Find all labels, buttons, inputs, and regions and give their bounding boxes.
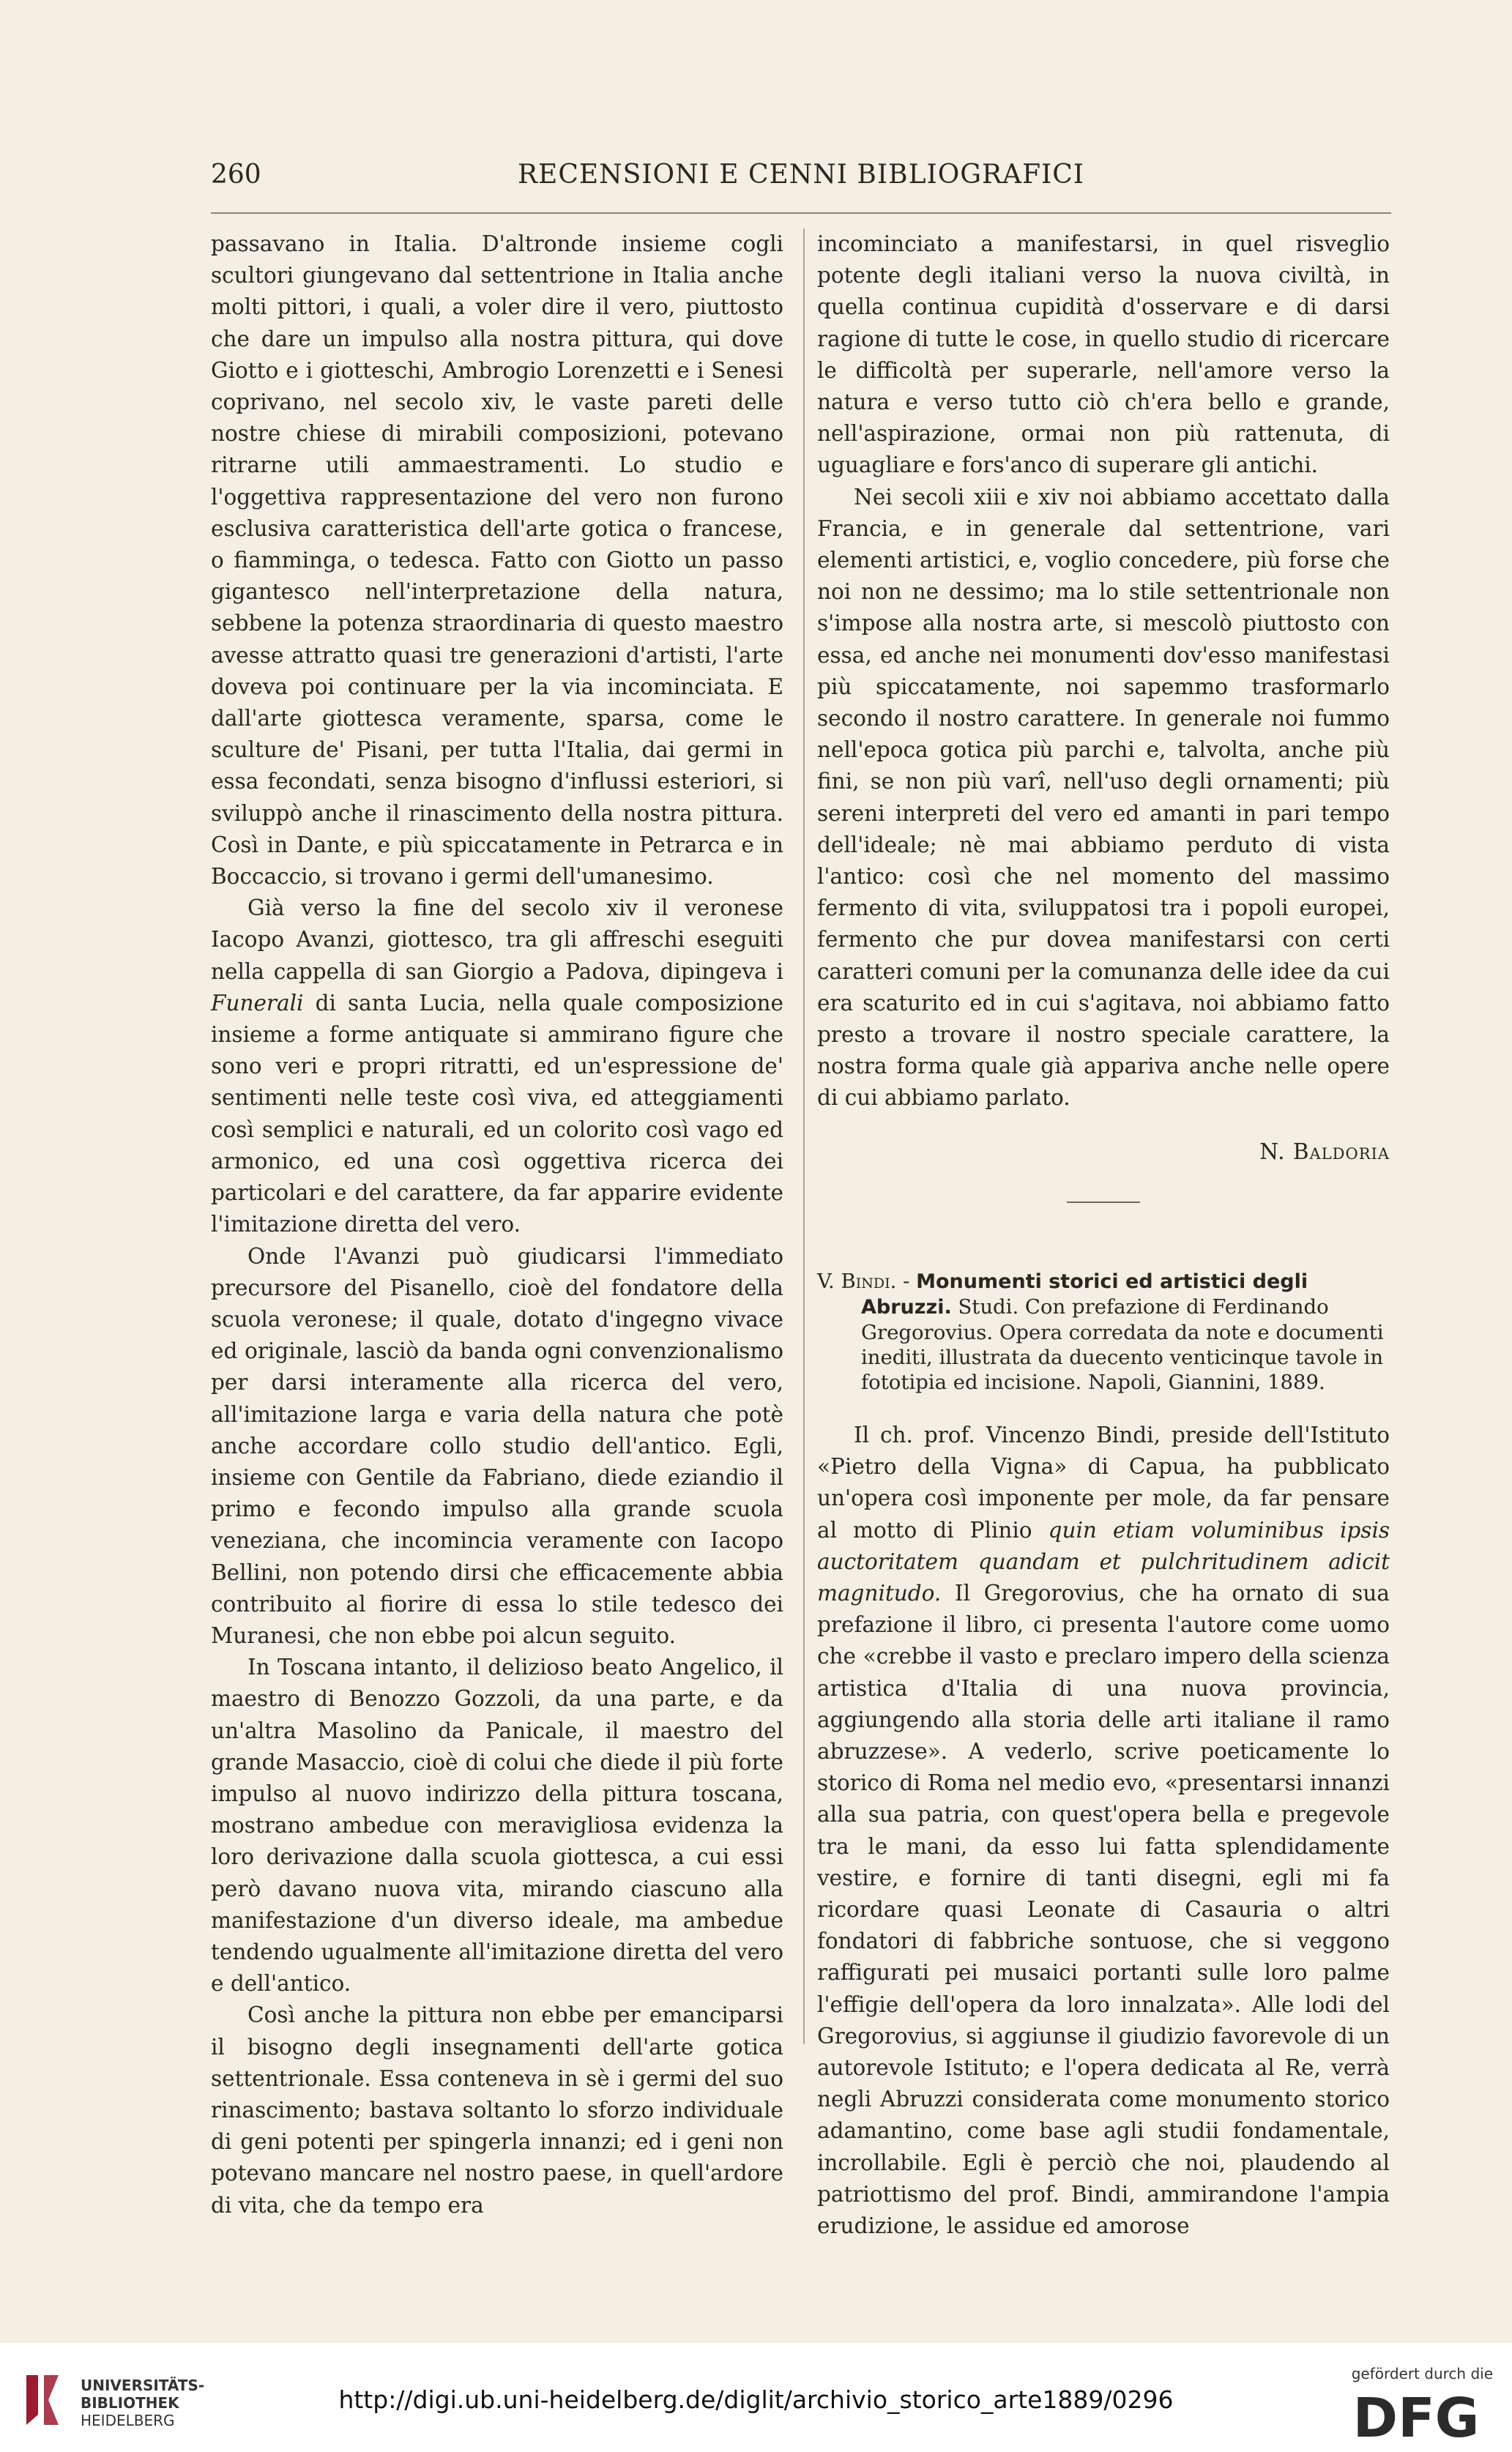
header-rule — [211, 212, 1391, 214]
right-column — [817, 228, 1390, 2242]
column-divider — [803, 228, 805, 2044]
paragraph: Onde l'Avanzi può giudicarsi l'immediato precursore del Pisanello, cioè del fondatore della scuola veronese; il quale, dotato d'ingegno vivace ed originale, lasciò da banda ogni convenzionalismo per darsi interamente alla ricerca del vero, all'imitazione larga e varia della natura che potè anche accordare collo studio dell'antico. Egli, insieme con Gentile da Fabriano, diede eziandio il primo e fecondo impulso alla grande scuola veneziana, che incomincia veramente con Iacopo Bellini, non potendo dirsi che efficacemente abbia contribuito al fiorire di essa lo stile tedesco dei Muranesi, che non ebbe poi alcun seguito. — [211, 1243, 783, 1648]
paragraph: Il ch. prof. Vincenzo Bindi, preside dell'Istituto «Pietro della Vigna» di Capua, ha pubblicato un'opera così imponente per mole, da far pensare al motto di Plinio quin etiam voluminibus ipsis auctoritatem quandam et pulchritudinem adicit magnitudo. Il Gregorovius, che ha ornato di sua prefazione il libro, ci presenta l'autore come uomo che «crebbe il vasto e preclaro impero della scienza artistica d'Italia di una nuova provincia, aggiungendo alla storia delle arti italiane il ramo abruzzese». A vederlo, scrive poeticamente lo storico di Roma nel medio evo, «presentarsi innanzi alla sua patria, con quest'opera bella e pregevole tra le mani, da esso lui fatta splendidamente vestire, e fornire di tanti disegni, egli mi fa ricordare quasi Leonate di Casauria o altri fondatori di fabbriche sontuose, che si veggono raffigurati pei musaici portanti sulle loro palme l'effigie dell'opera da loro innalzata». Alle lodi del Gregorovius, si aggiunse il giudizio favorevole di un autorevole Istituto; e l'opera dedicata al Re, verrà negli Abruzzi considerata come monumento storico adamantino, come base agli studii fondamentale, incrollabile. Egli è perciò che noi, plaudendo al patriottismo del prof. Bindi, ammirandone l'ampia erudizione, le assidue ed amorose — [817, 1422, 1390, 2238]
dfg-logo-icon — [1339, 2390, 1493, 2442]
author-signature: N. Baldoria — [1259, 1139, 1390, 1164]
review-heading: V. Bindi. - Monumenti storici ed artistici degli Abruzzi. Studi. Con prefazione di Ferdinando Gregorovius. Opera corredata da note e documenti inediti, illustrata da duecento venticinque tavole in fototipia ed incisione. Napoli, Giannini, 1889. — [817, 1269, 1384, 1394]
paragraph: In Toscana intanto, il delizioso beato Angelico, il maestro di Benozzo Gozzoli, da una parte, e da un'altra Masolino da Panicale, il maestro del grande Masaccio, cioè di colui che diede il più forte impulso al nuovo indirizzo della pittura toscana, mostrano ambedue con meravigliosa evidenza la loro derivazione dalla scuola giottesca, a cui essi però davano nuova vita, mirando ciascuno alla manifestazione d'un diverso ideale, ma ambedue tendendo ugualmente all'imitazione diretta del vero e dell'antico. — [211, 1655, 783, 1997]
paragraph: Già verso la fine del secolo xiv il veronese Iacopo Avanzi, giottesco, tra gli affreschi eseguiti nella cappella di san Giorgio a Padova, dipingeva i Funerali di santa Lucia, nella quale composizione insieme a forme antiquate si ammirano figure che sono veri e propri ritratti, ed un'espressione de' sentimenti nelle teste così viva, ed atteggiamenti così semplici e naturali, ed un colorito così vago ed armonico, ed una così oggettiva ricerca dei particolari e del carattere, da far apparire evidente l'imitazione diretta del vero. — [211, 895, 783, 1237]
page-header — [211, 160, 1391, 204]
funder-label: gefördert durch die — [1351, 2365, 1493, 2382]
italic-term: Funerali — [211, 990, 304, 1016]
left-column — [211, 228, 783, 2221]
svg-text:DFG: DFG — [1352, 2390, 1480, 2442]
permalink-url[interactable]: http://digi.ub.uni-heidelberg.de/diglit/archivio_storico_arte1889/0296 — [338, 2385, 1174, 2414]
page-number: 260 — [211, 160, 261, 190]
paragraph: incominciato a manifestarsi, in quel risveglio potente degli italiani verso la nuova civiltà, in quella continua cupidità d'osservare e di darsi ragione di tutte le cose, in quello studio di ricercare le difficoltà per superarle, nell'amore verso la natura e verso tutto ciò ch'era bello e grande, nell'aspirazione, ormai non più rattenuta, di uguagliare e fors'anco di superare gli antichi. — [817, 231, 1390, 478]
library-name: UNIVERSITÄTS- BIBLIOTHEK HEIDELBERG — [81, 2377, 205, 2429]
running-title: RECENSIONI E CENNI BIBLIOGRAFICI — [517, 160, 1085, 190]
reviewed-author: V. Bindi. — [817, 1269, 897, 1293]
latin-quote: quin etiam voluminibus ipsis auctoritatem quandam et pulchritudinem adicit magnitudo. — [817, 1517, 1390, 1606]
reviewed-book-title: Monumenti storici ed artistici degli Abruzzi. — [861, 1270, 1308, 1319]
book-details: Studi. Con prefazione di Ferdinando Gregorovius. Opera corredata da note e documenti inediti, illustrata da duecento venticinque tavole in fototipia ed incisione. Napoli, Giannini, 1889. — [861, 1294, 1384, 1394]
paragraph: Nei secoli xiii e xiv noi abbiamo accettato dalla Francia, e in generale dal settentrione, vari elementi artistici, e, voglio concedere, più forse che noi non ne dessimo; ma lo stile settentrionale non s'impose alla nostra arte, si mescolò piuttosto con essa, ed anche nei monumenti dov'esso manifestasi più spiccatamente, noi sapemmo trasformarlo secondo il nostro carattere. In generale noi fummo nell'epoca gotica più parchi e, talvolta, anche più fini, se non più varî, nell'uso degli ornamenti; più sereni interpreti del vero ed amanti in pari tempo dell'ideale; nè mai abbiamo perduto di vista l'antico: così che nel momento del massimo fermento di vita, sviluppatosi tra i popoli europei, fermento che pur dovea manifestarsi con certi caratteri comuni per la comunanza delle idee da cui era scaturito ed in cui s'agitava, noi abbiamo fatto presto a trovare il nostro speciale carattere, la nostra forma quale già appariva anche nelle opere di cui abbiamo parlato. — [817, 484, 1390, 1111]
section-divider — [1067, 1201, 1140, 1203]
paragraph: Così anche la pittura non ebbe per emanciparsi il bisogno degli insegnamenti dell'arte gotica settentrionale. Essa conteneva in sè i germi del suo rinascimento; bastava soltanto lo sforzo individuale di geni potenti per spingerla innanzi; ed i geni non potevano mancare nel nostro paese, in quell'ardore di vita, che da tempo era — [211, 2002, 783, 2218]
digitization-footer — [0, 2343, 1512, 2452]
paragraph: passavano in Italia. D'altronde insieme cogli scultori giungevano dal settentrione in Italia anche molti pittori, i quali, a voler dire il vero, piuttosto che dare un impulso alla nostra pittura, qui dove Giotto e i giotteschi, Ambrogio Lorenzetti e i Senesi coprivano, nel secolo xiv, le vaste pareti delle nostre chiese di mirabili composizioni, potevano ritrarne utili ammaestramenti. Lo studio e l'oggettiva rappresentazione del vero non furono esclusiva caratteristica dell'arte gotica o francese, o fiamminga, o tedesca. Fatto con Giotto un passo gigantesco nell'interpretazione della natura, sebbene la potenza straordinaria di questo maestro avesse attratto quasi tre generazioni d'artisti, l'arte doveva poi continuare per la via incominciata. E dall'arte giottesca veramente, sparsa, come le sculture de' Pisani, per tutta l'Italia, dai germi in essa fecondati, senza bisogno d'influssi esteriori, si sviluppò anche il rinascimento della nostra pittura. Così in Dante, e più spiccatamente in Petrarca e in Boccaccio, si trovano i germi dell'umanesimo. — [211, 231, 783, 890]
